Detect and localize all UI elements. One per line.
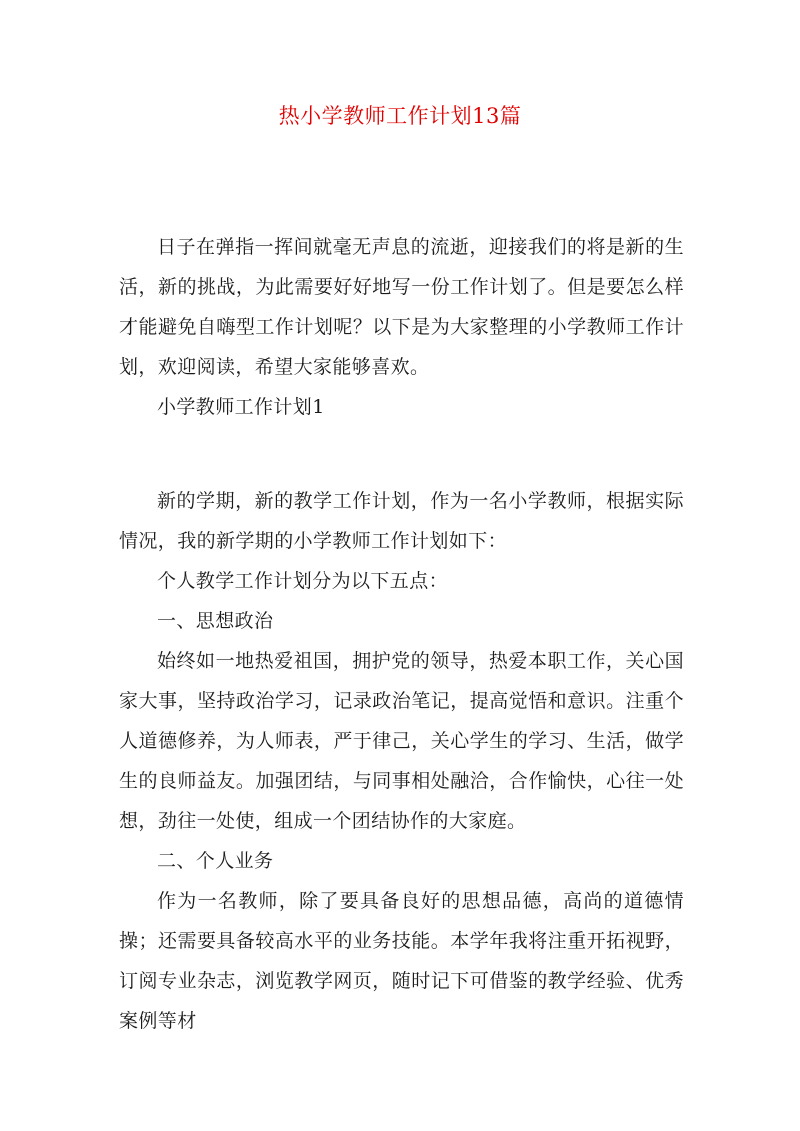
paragraph-opening: 新的学期，新的教学工作计划，作为一名小学教师，根据实际情况，我的新学期的小学教师工作计划如下： xyxy=(119,490,684,552)
paragraph-personal-work: 作为一名教师，除了要具备良好的思想品德，高尚的道德情操；还需要具备较高水平的业务技能。本学年我将注重开拓视野，订阅专业杂志，浏览教学网页，随时记下可借鉴的教学经验、优秀案例等材 xyxy=(119,890,684,1032)
paragraph-overview: 个人教学工作计划分为以下五点： xyxy=(157,570,449,592)
intro-paragraph: 日子在弹指一挥间就毫无声息的流逝，迎接我们的将是新的生活，新的挑战，为此需要好好地写一份工作计划了。但是要怎么样才能避免自嗨型工作计划呢？以下是为大家整理的小学教师工作计划，欢迎阅读，希望大家能够喜欢。 xyxy=(119,236,684,378)
heading-personal-work: 二、个人业务 xyxy=(157,850,274,872)
heading-ideology-politics: 一、思想政治 xyxy=(157,610,274,632)
plan-body xyxy=(119,481,684,1041)
section-heading: 小学教师工作计划1 xyxy=(157,396,325,418)
document-title: 热小学教师工作计划13篇 xyxy=(278,104,522,128)
intro-block xyxy=(119,227,684,427)
paragraph-ideology-politics: 始终如一地热爱祖国，拥护党的领导，热爱本职工作，关心国家大事，坚持政治学习，记录政治笔记，提高觉悟和意识。注重个人道德修养，为人师表，严于律己，关心学生的学习、生活，做学生的良师益友。加强团结，与同事相处融洽，合作愉快，心往一处想，劲往一处使，组成一个团结协作的大家庭。 xyxy=(119,650,684,832)
